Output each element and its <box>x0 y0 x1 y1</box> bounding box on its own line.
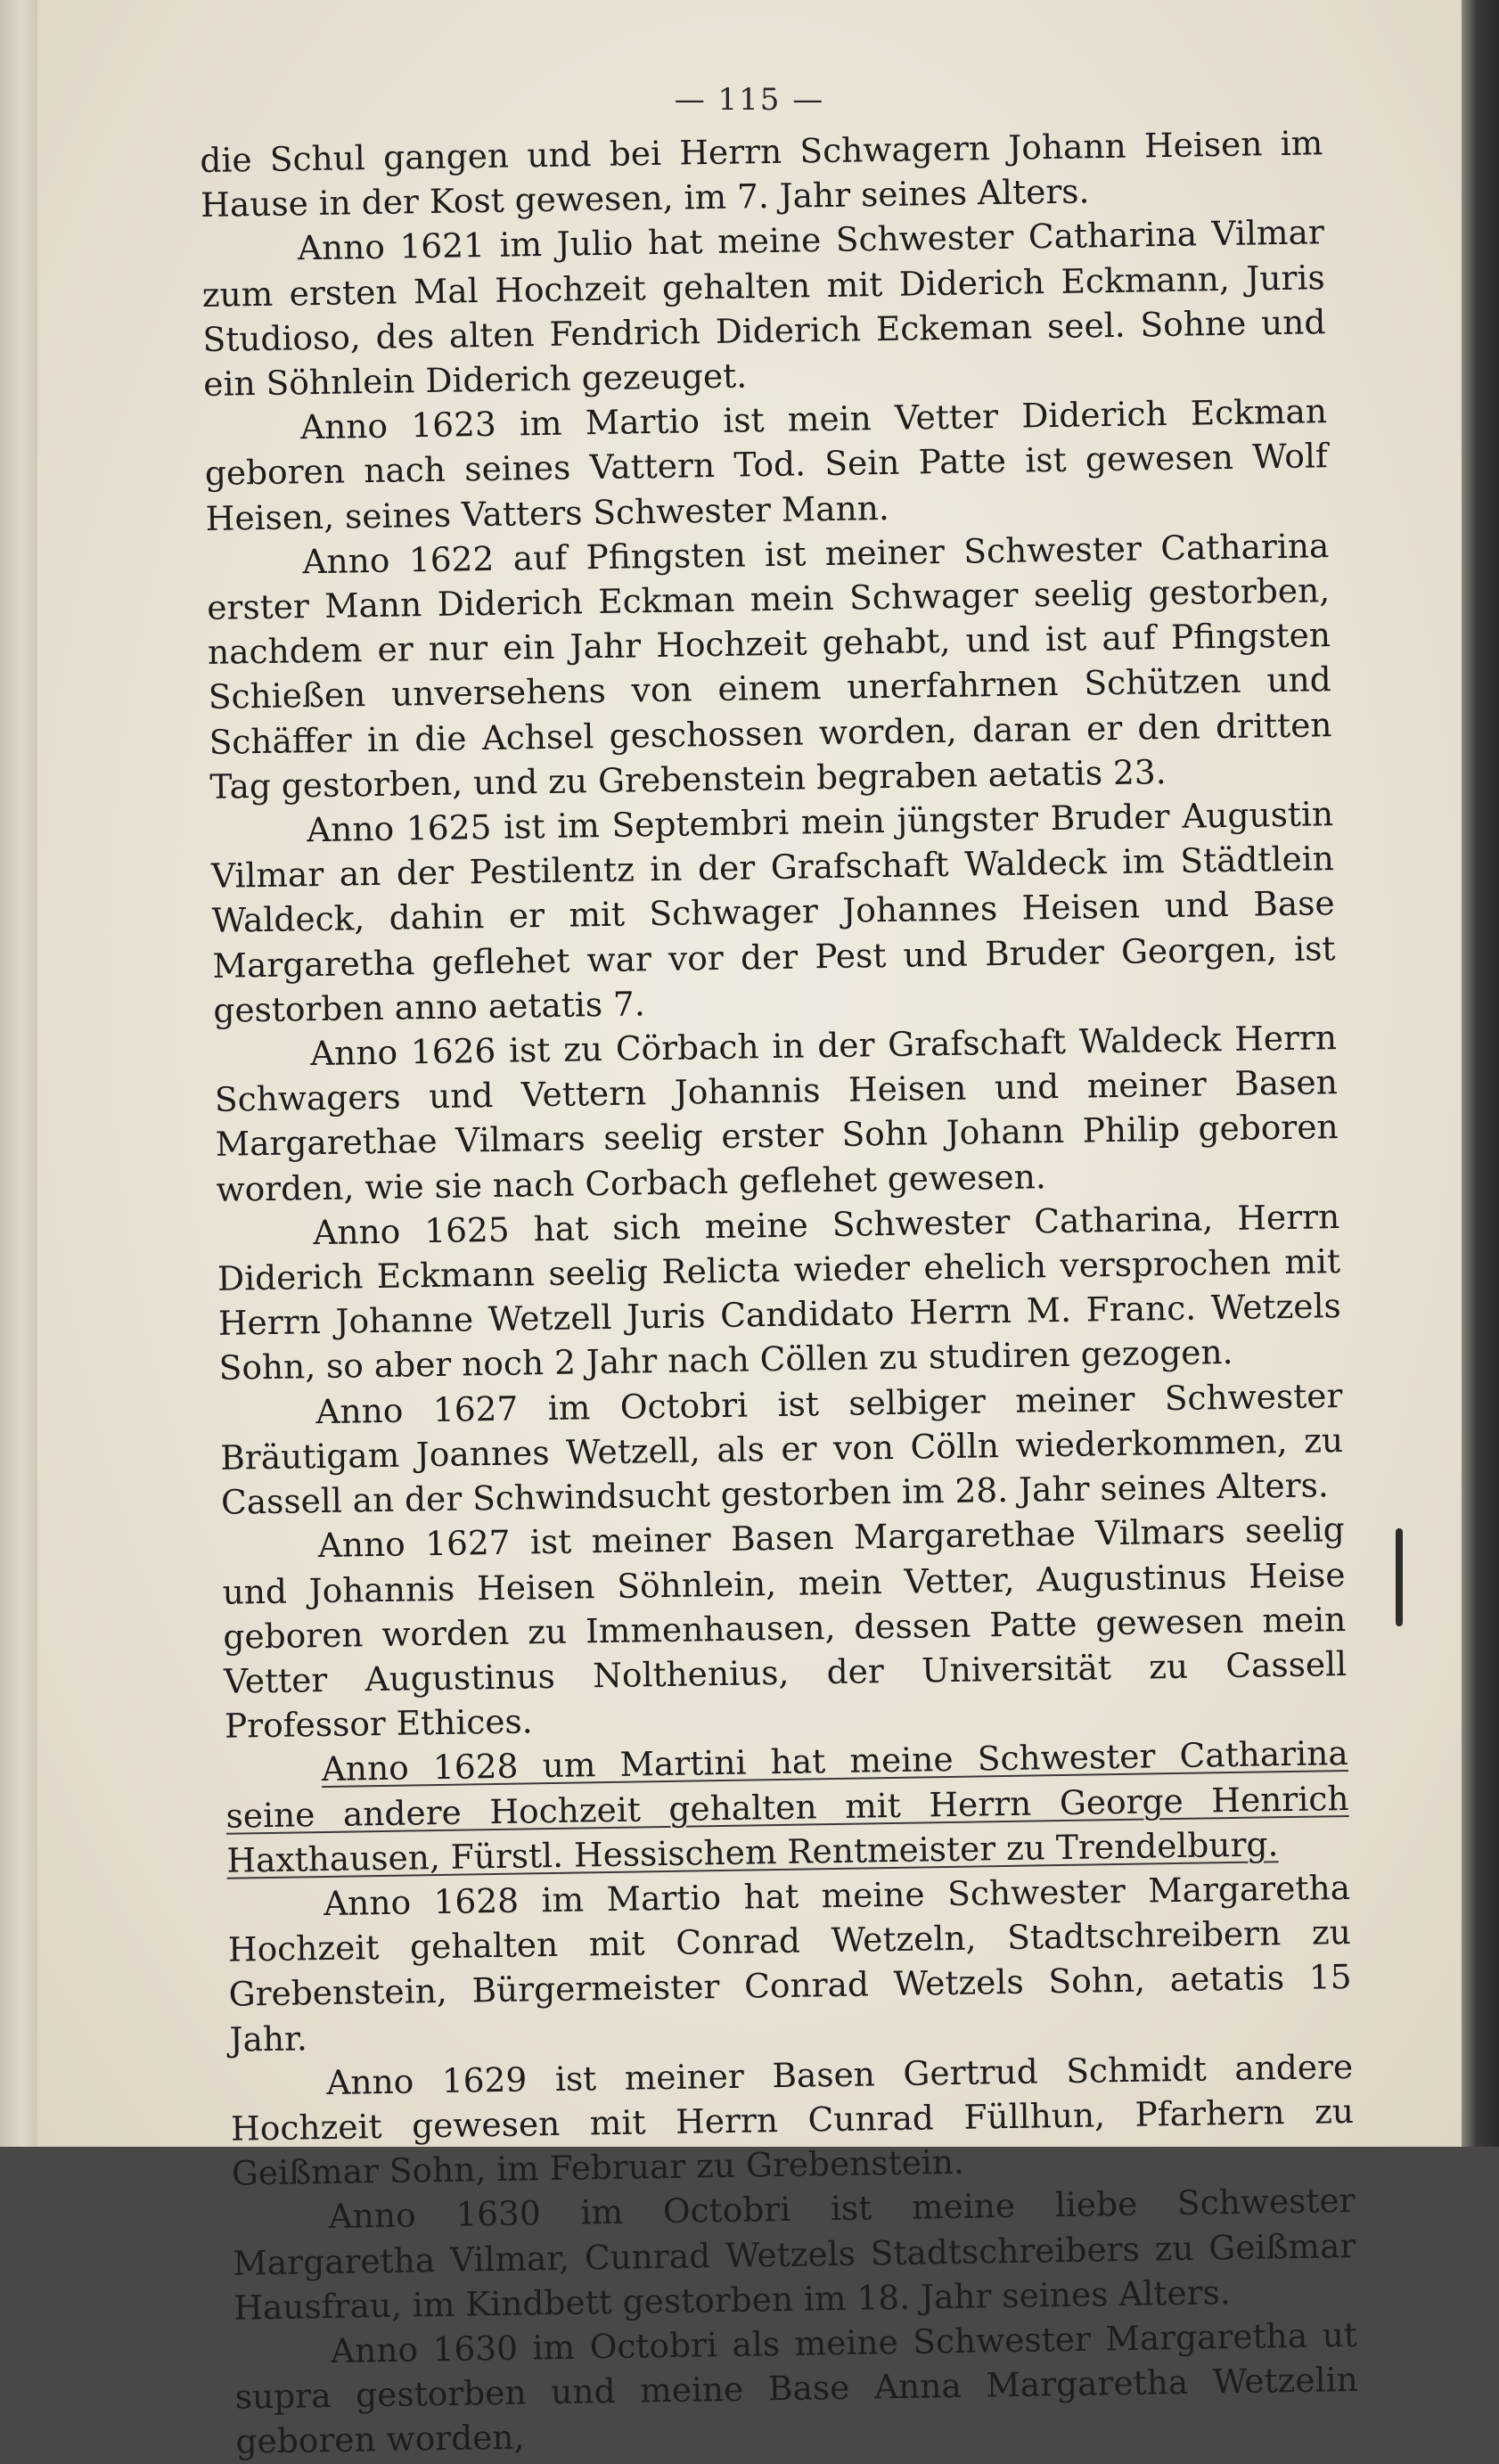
book-gutter <box>1462 0 1499 2147</box>
paragraph-12: Anno 1629 ist meiner Basen Gertrud Schmidt andere Hochzeit gewesen mit Herrn Cunrad Füllhun, Pfarhern zu Geißmar Sohn, im Februar zu Grebenstein. <box>230 2046 1355 2193</box>
paragraph-7: Anno 1625 hat sich meine Schwester Catharina, Herrn Diderich Eckmann seelig Relicta wieder ehelich versprochen mit Herrn Johanne Wetzell Juris Candidato Herrn M. Franc. Wetzels Sohn, so aber noch 2 Jahr nach Cöllen zu studiren gezogen. <box>217 1196 1342 1388</box>
paragraph-5: Anno 1625 ist im Septembri mein jüngster Bruder Augustin Vilmar an der Pestilentz in der Grafschaft Waldeck im Städtlein Waldeck, dahin er mit Schwager Johannes Heisen und Base Margaretha geflehet war vor der Pest und Bruder Georgen, ist gestorben anno aetatis 7. <box>210 794 1336 1030</box>
page-number: — 115 — <box>674 82 825 118</box>
paragraph-10-underlined <box>225 1731 1349 1882</box>
paragraph-8: Anno 1627 im Octobri ist selbiger meiner Schwester Bräutigam Joannes Wetzell, als er von Cölln wiederkommen, zu Cassell an der Schwindsucht gestorben im 28. Jahr seines Alters. <box>219 1375 1344 1522</box>
paragraph-6: Anno 1626 ist zu Cörbach in der Grafschaft Waldeck Herrn Schwagers und Vettern Johannis Heisen und meiner Basen Margarethae Vilmars seelig erster Sohn Johann Philip geboren worden, wie sie nach Corbach geflehet gewesen. <box>214 1018 1339 1209</box>
page-text <box>200 120 1359 2464</box>
paragraph-2: Anno 1621 im Julio hat meine Schwester Catharina Vilmar zum ersten Mal Hochzeit gehalten mit Diderich Eckmann, Juris Studioso, des alten Fendrich Diderich Eckeman seel. Sohne und ein Söhnlein Diderich gezeuget. <box>201 212 1326 404</box>
paragraph-9: Anno 1627 ist meiner Basen Margarethae Vilmars seelig und Johannis Heisen Söhnlein, mein Vetter, Augustinus Heise geboren worden zu Immenhausen, dessen Patte gewesen mein Vetter Augustinus Nolthenius, der Universität zu Cassell Professor Ethices. <box>222 1510 1347 1746</box>
underlined-text: Anno 1628 um Martini hat meine Schwester Catharina seine andere Hochzeit gehalten mit Herrn George Henrich Haxthausen, Fürstl. Hessischem Rentmeister zu Trendelburg. <box>225 1733 1349 1880</box>
paragraph-11: Anno 1628 im Martio hat meine Schwester Margaretha Hochzeit gehalten mit Conrad Wetzeln, Stadtschreibern zu Grebenstein, Bürgermeister Conrad Wetzels Sohn, aetatis 15 Jahr. <box>227 1867 1352 2059</box>
paragraph-13: Anno 1630 im Octobri ist meine liebe Schwester Margaretha Vilmar, Cunrad Wetzels Stadtschreibers zu Geißmar Hausfrau, im Kindbett gestorben im 18. Jahr seines Alters. <box>233 2181 1356 2328</box>
paragraph-3: Anno 1623 im Martio ist mein Vetter Diderich Eckman geboren nach seines Vattern Tod. Sein Patte ist gewesen Wolf Heisen, seines Vatters Schwester Mann. <box>204 391 1329 538</box>
margin-pencil-mark <box>1396 1528 1403 1626</box>
paragraph-4: Anno 1622 auf Pfingsten ist meiner Schwester Catharina erster Mann Diderich Eckman mein Schwager seelig gestorben, nachdem er nur ein Jahr Hochzeit gehabt, und ist auf Pfingsten Schießen unversehens von einem unerfahrnen Schützen und Schäffer in die Achsel geschossen worden, daran er den dritten Tag gestorben, und zu Grebenstein begraben aetatis 23. <box>206 525 1332 806</box>
book-edge-left <box>0 0 37 2147</box>
paragraph-14: Anno 1630 im Octobri als meine Schwester Margaretha ut supra gestorben und meine Base Anna Margaretha Wetzelin geboren worden, <box>234 2314 1359 2462</box>
paragraph-1: die Schul gangen und bei Herrn Schwagern Johann Heisen im Hause in der Kost gewesen, im 7. Jahr seines Alters. <box>200 123 1323 225</box>
